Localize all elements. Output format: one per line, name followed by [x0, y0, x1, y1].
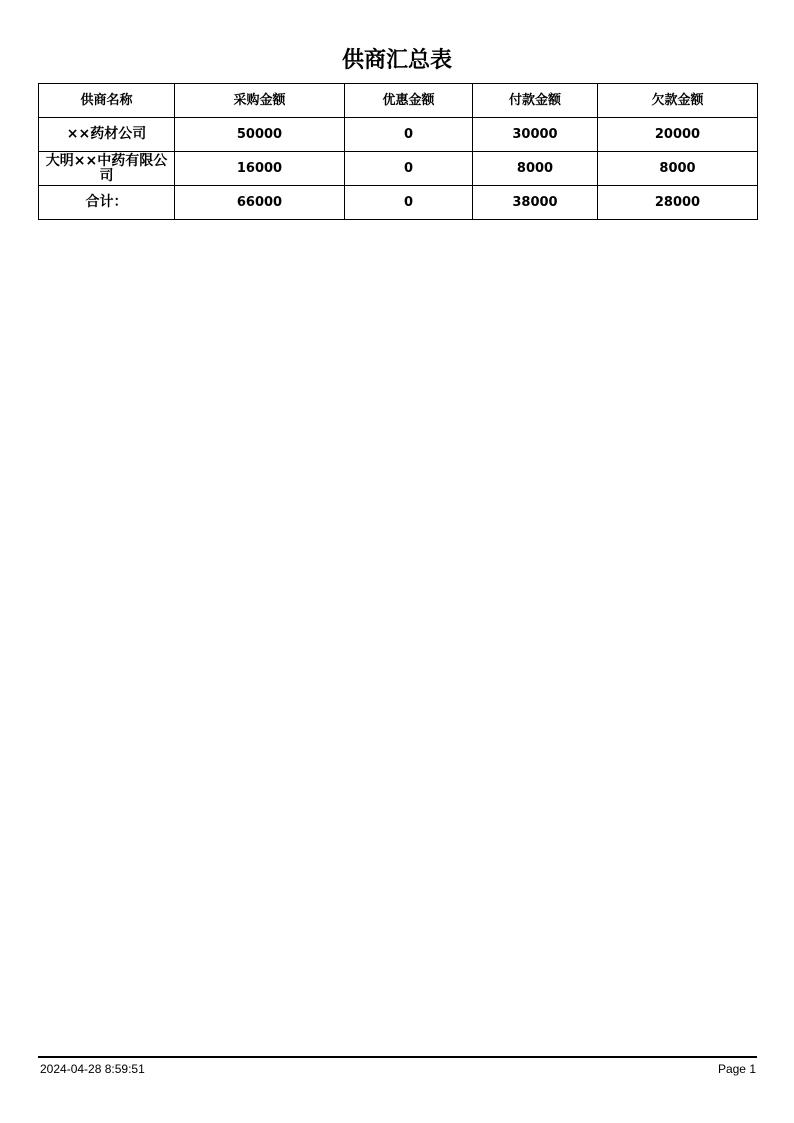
footer-divider: [38, 1056, 757, 1058]
header-paid-amount: 付款金额: [473, 84, 598, 118]
page-number: Page 1: [717, 1062, 756, 1076]
table-row: [39, 118, 758, 152]
discount-amount-cell: 0: [345, 118, 473, 152]
header-discount-amount: 优惠金额: [345, 84, 473, 118]
supplier-summary-table: [38, 83, 758, 220]
purchase-amount-cell: 50000: [175, 118, 345, 152]
owed-amount-cell: 20000: [598, 118, 758, 152]
owed-amount-cell: 8000: [598, 152, 758, 186]
total-row: [39, 186, 758, 220]
print-timestamp: 2024-04-28 8:59:51: [40, 1062, 145, 1076]
report-title: 供商汇总表: [341, 47, 452, 73]
header-purchase-amount: 采购金额: [175, 84, 345, 118]
paid-amount-cell: 8000: [473, 152, 598, 186]
total-discount-cell: 0: [345, 186, 473, 220]
total-label-cell: 合计：: [39, 186, 175, 220]
supplier-name-cell: ××药材公司: [39, 118, 175, 152]
table-row: [39, 152, 758, 186]
header-supplier-name: 供商名称: [39, 84, 175, 118]
table-header-row: [39, 84, 758, 118]
supplier-name-cell: 大明××中药有限公司: [39, 152, 175, 186]
total-owed-cell: 28000: [598, 186, 758, 220]
total-purchase-cell: 66000: [175, 186, 345, 220]
total-paid-cell: 38000: [473, 186, 598, 220]
header-owed-amount: 欠款金额: [598, 84, 758, 118]
discount-amount-cell: 0: [345, 152, 473, 186]
purchase-amount-cell: 16000: [175, 152, 345, 186]
paid-amount-cell: 30000: [473, 118, 598, 152]
